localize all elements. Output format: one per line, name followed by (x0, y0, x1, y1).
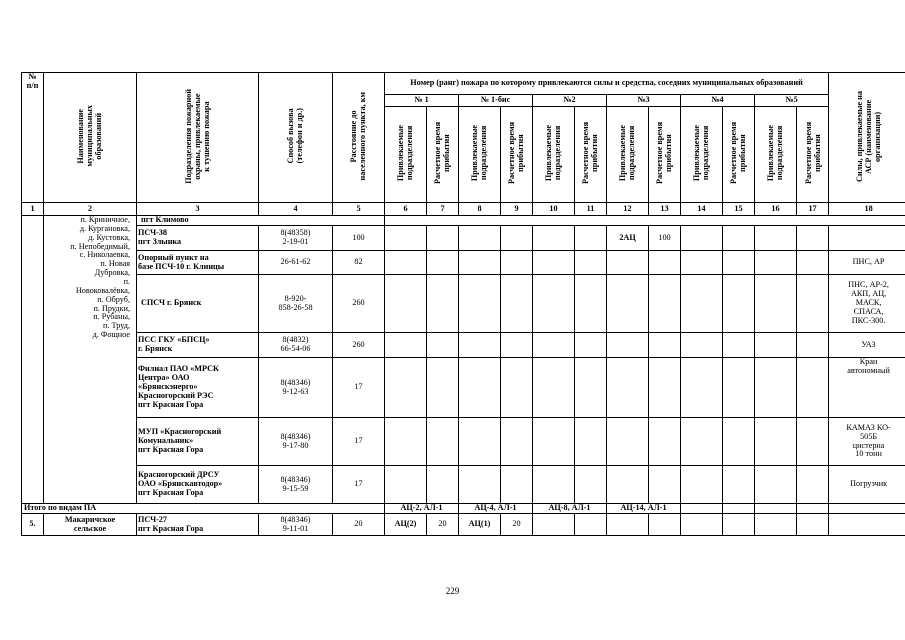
municipality-cell: Макаричское сельское (44, 514, 137, 536)
call-cell: 26-61-62 (259, 251, 333, 275)
header-sub-units: Привлекаемые подразделения (459, 107, 501, 203)
col-number: 6 (385, 203, 427, 216)
col-number: 17 (797, 203, 829, 216)
header-rank-group: Номер (ранг) пожара по которому привлекаются силы и средства, соседних муниципальных образований (385, 73, 829, 95)
col-number: 7 (427, 203, 459, 216)
header-sub-units: Привлекаемые подразделения (681, 107, 723, 203)
header-sub-units: Привлекаемые подразделения (607, 107, 649, 203)
unit-cell: Филиал ПАО «МРСК Центра» ОАО «Брянскэнерго» Красногорский РЭС пгт Красная Гора (137, 358, 259, 418)
header-call-method: Способ вызова (телефон и др.) (259, 73, 333, 203)
call-cell: 8(48346) 9-17-80 (259, 418, 333, 466)
table-row (22, 514, 905, 536)
totals-rank3: АЦ-14, АЛ-1 (607, 504, 681, 514)
header-sub-time: Расчетное время прибытия (427, 107, 459, 203)
acr-cell: Погрузчик (829, 466, 905, 504)
header-rank-1bis: № 1-бис (459, 95, 533, 107)
unit-cell: ПСЧ-38 пгт Злынка (137, 226, 259, 251)
distance-cell: 82 (333, 251, 385, 275)
col-number: 11 (575, 203, 607, 216)
header-sub-time: Расчетное время прибытия (501, 107, 533, 203)
header-rank-3: №3 (607, 95, 681, 107)
header-sub-units: Привлекаемые подразделения (755, 107, 797, 203)
call-cell: 8(48346) 9-15-59 (259, 466, 333, 504)
settlements-list: п. Криничное, д. Кургановка, д. Кустовка, п. Непобедимый, с. Николаевка, п. Новая Дубровка, п. Новоковалёвка, п. Обруб, п. Прудки, п. Рубаны, п. Труд, д. Фощное (44, 216, 137, 504)
group-header-empty (385, 216, 905, 226)
distance-cell: 20 (333, 514, 385, 536)
rank3-time-cell: 100 (649, 226, 681, 251)
acr-cell: УАЗ (829, 333, 905, 358)
resource-table (21, 72, 905, 536)
call-cell: 8(48346) 9-12-63 (259, 358, 333, 418)
col-number: 18 (829, 203, 905, 216)
acr-cell (829, 226, 905, 251)
totals-label: Итого по видам ПА (22, 504, 385, 514)
table-row (22, 251, 905, 275)
header-sub-time: Расчетное время прибытия (723, 107, 755, 203)
header-acr: Силы, привлекаемые на АСР (наименование организации) (829, 73, 905, 203)
totals-rank2: АЦ-8, АЛ-1 (533, 504, 607, 514)
col-number: 15 (723, 203, 755, 216)
header-distance: Расстояние до населенного пункта, км (333, 73, 385, 203)
distance-cell: 17 (333, 466, 385, 504)
acr-cell: Кран автономный (829, 358, 905, 418)
table-row (22, 466, 905, 504)
unit-cell: Опорный пункт на базе ПСЧ-10 г. Клинцы (137, 251, 259, 275)
header-sub-time: Расчетное время прибытия (649, 107, 681, 203)
rank1-time-cell: 20 (427, 514, 459, 536)
rank1bis-time-cell: 20 (501, 514, 533, 536)
distance-cell: 100 (333, 226, 385, 251)
col-number: 2 (44, 203, 137, 216)
header-sub-time: Расчетное время прибытия (575, 107, 607, 203)
page-number: 229 (445, 586, 460, 596)
distance-cell: 260 (333, 275, 385, 333)
distance-cell: 17 (333, 358, 385, 418)
col-number: 13 (649, 203, 681, 216)
totals-row (22, 504, 905, 514)
rank3-units-cell: 2АЦ (607, 226, 649, 251)
header-num: № п/п (22, 73, 44, 203)
acr-cell: ПНС, АР (829, 251, 905, 275)
header-rank-2: №2 (533, 95, 607, 107)
call-cell: 8(48358) 2-19-01 (259, 226, 333, 251)
col-number: 12 (607, 203, 649, 216)
header-rank-4: №4 (681, 95, 755, 107)
header-sub-units: Привлекаемые подразделения (533, 107, 575, 203)
unit-cell: МУП «Красногорский Комунальник» пгт Красная Гора (137, 418, 259, 466)
table-row (22, 358, 905, 418)
col-number: 1 (22, 203, 44, 216)
unit-cell: СПСЧ г. Брянск (137, 275, 259, 333)
col-number: 9 (501, 203, 533, 216)
row-num: 5. (22, 514, 44, 536)
col-number: 3 (137, 203, 259, 216)
table-row (22, 418, 905, 466)
header-sub-units: Привлекаемые подразделения (385, 107, 427, 203)
distance-cell: 17 (333, 418, 385, 466)
call-cell: 8-920- 858-26-58 (259, 275, 333, 333)
col-number: 8 (459, 203, 501, 216)
totals-rank1: АЦ-2, АЛ-1 (385, 504, 459, 514)
group-header: пгт Климово (137, 216, 385, 226)
header-rank-5: №5 (755, 95, 829, 107)
row-num-empty (22, 216, 44, 504)
col-number: 5 (333, 203, 385, 216)
acr-cell: ПНС, АР-2, АКП, АЦ, МАСК, СПАСА, ПКС-300. (829, 275, 905, 333)
unit-cell: Красногорский ДРСУ ОАО «Брянскавтодор» пгт Красная Гора (137, 466, 259, 504)
totals-rank1bis: АЦ-4, АЛ-1 (459, 504, 533, 514)
call-cell: 8(4832) 66-54-06 (259, 333, 333, 358)
col-number: 16 (755, 203, 797, 216)
table-row (22, 275, 905, 333)
table-row (22, 226, 905, 251)
table-row (22, 333, 905, 358)
col-number: 14 (681, 203, 723, 216)
col-number: 10 (533, 203, 575, 216)
header-units: Подразделения пожарной охраны, привлекаемые к тушению пожара (137, 73, 259, 203)
header-municipality: Наименование муниципальных образований (44, 73, 137, 203)
header-rank-1: № 1 (385, 95, 459, 107)
unit-cell: ПСЧ-27 пгт Красная Гора (137, 514, 259, 536)
call-cell: 8(48346) 9-11-01 (259, 514, 333, 536)
acr-cell: КАМАЗ КО- 505Б цистерна 10 тонн (829, 418, 905, 466)
header-sub-time: Расчетное время прибытия (797, 107, 829, 203)
rank1bis-units-cell: АЦ(1) (459, 514, 501, 536)
rank1-units-cell: АЦ(2) (385, 514, 427, 536)
distance-cell: 260 (333, 333, 385, 358)
unit-cell: ПСС ГКУ «БПСЦ» г. Брянск (137, 333, 259, 358)
col-number: 4 (259, 203, 333, 216)
